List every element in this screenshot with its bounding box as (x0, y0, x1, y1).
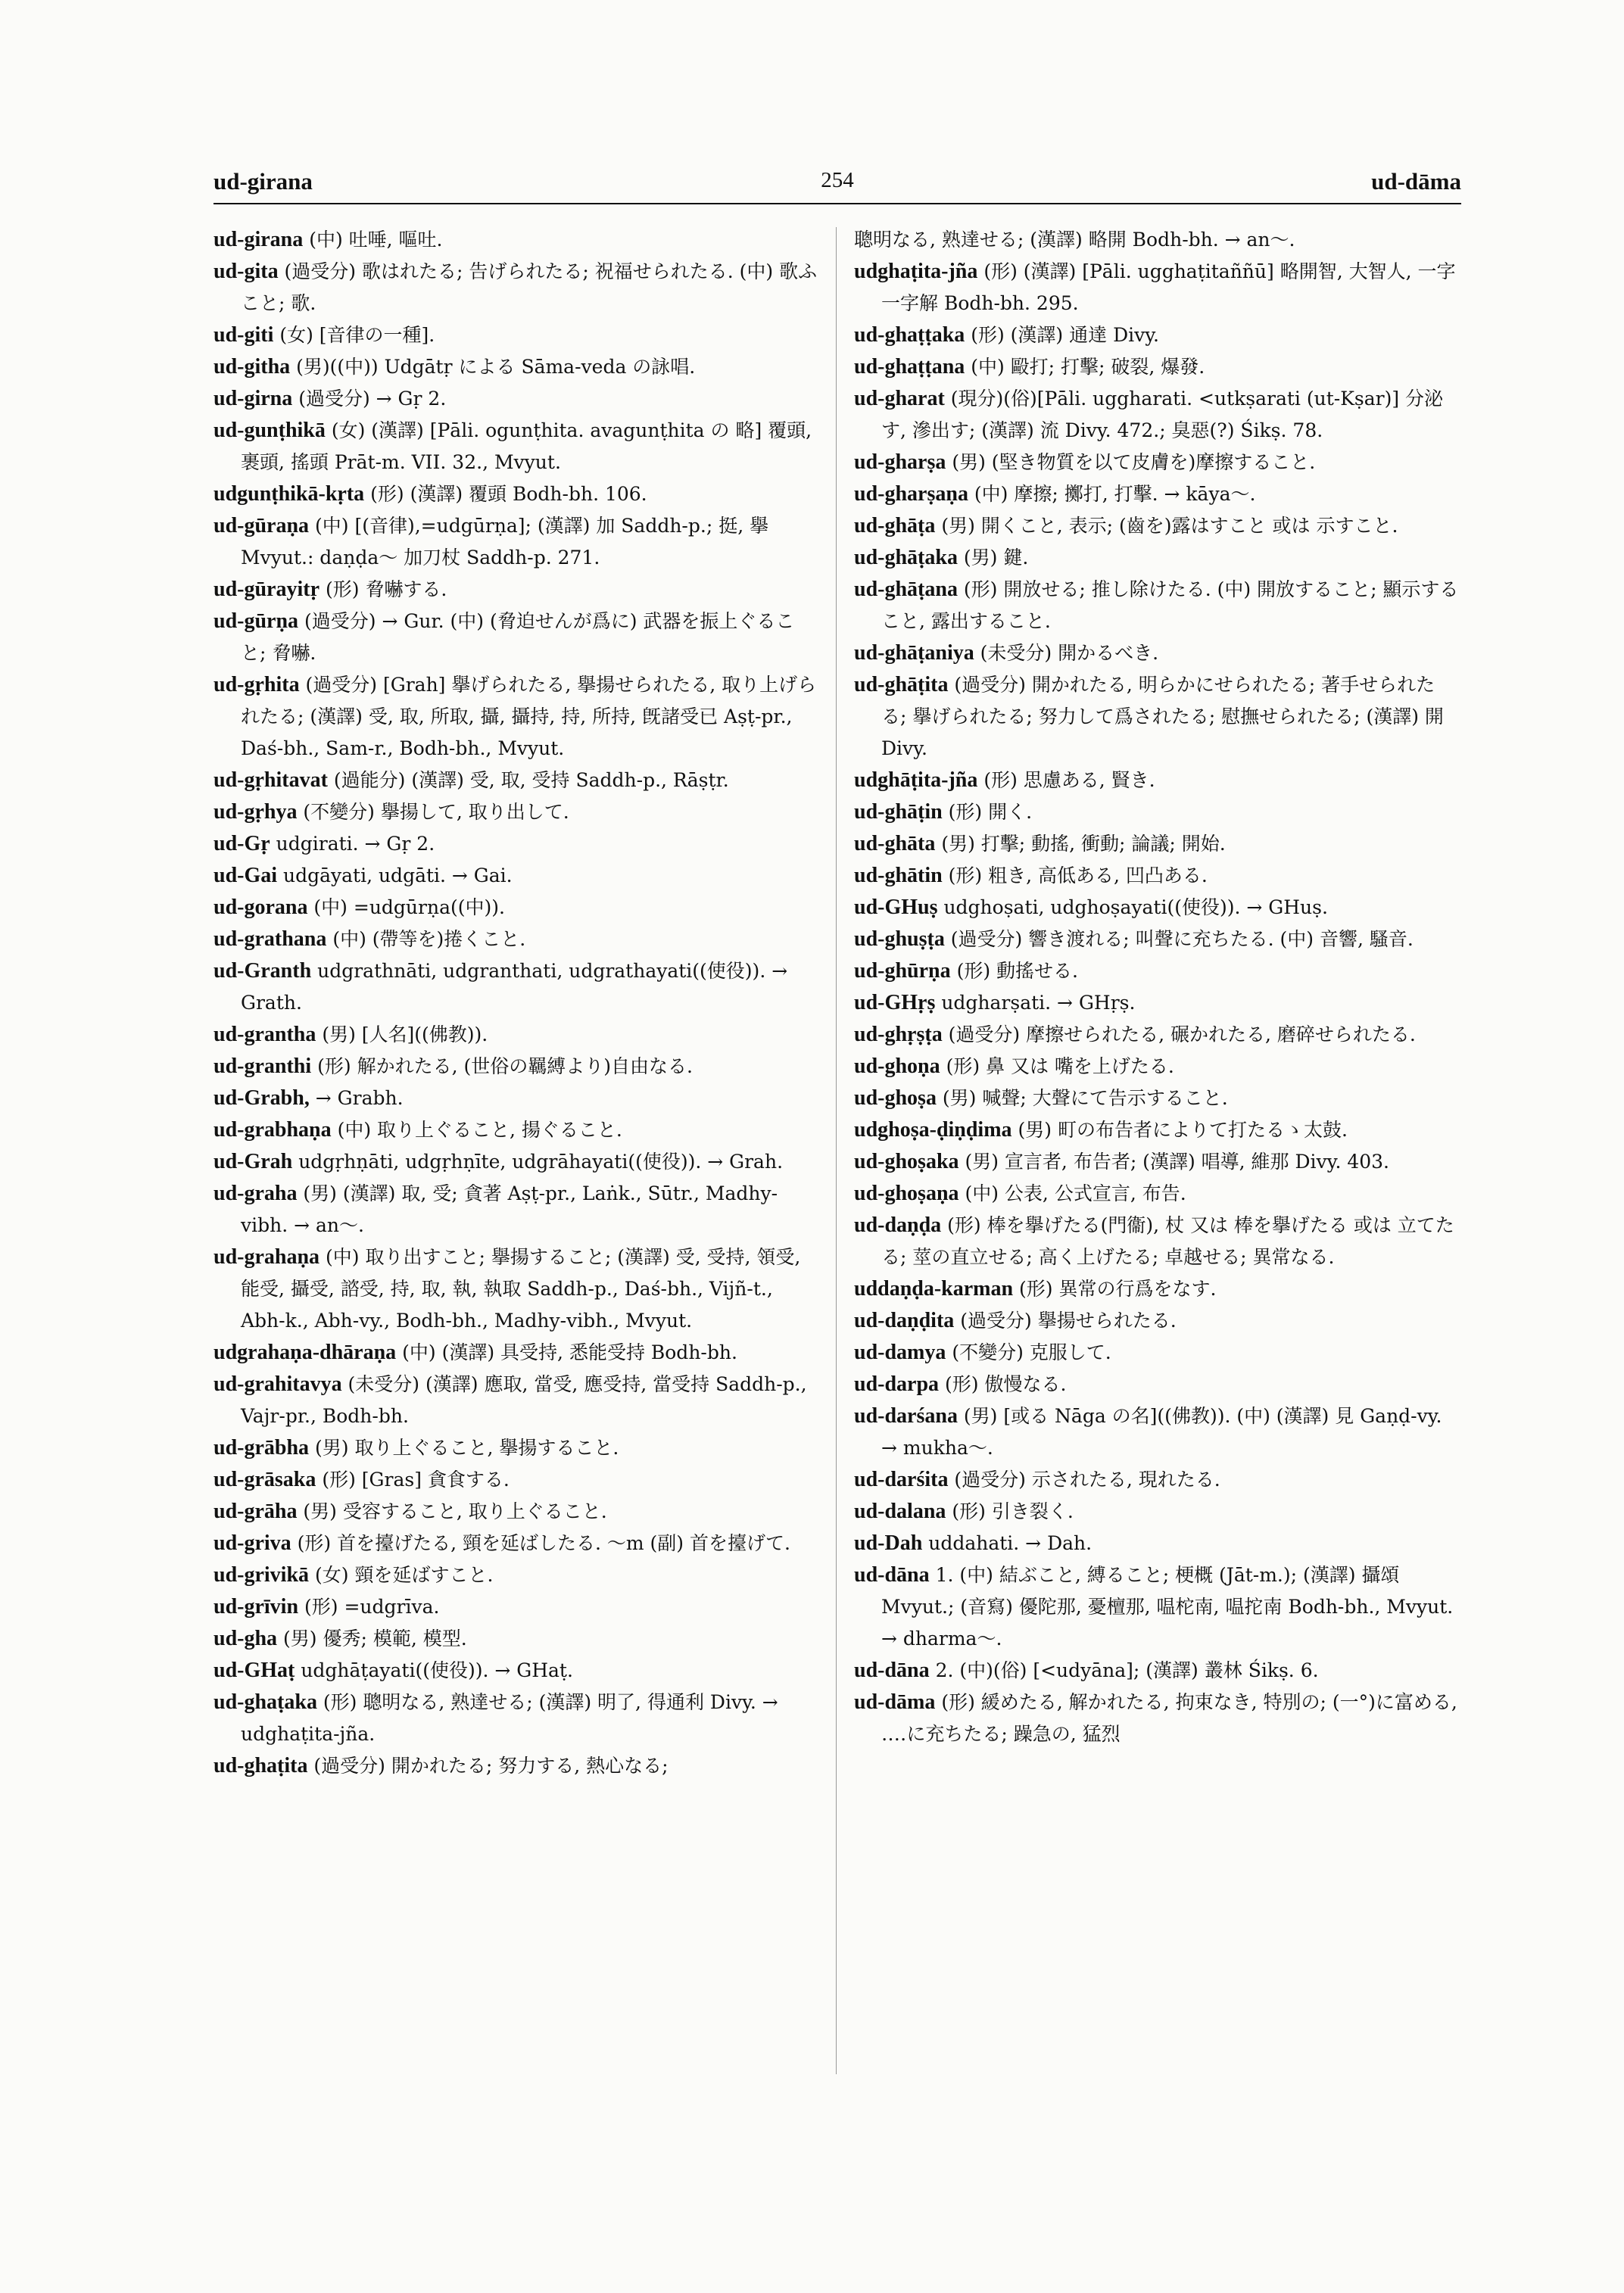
dictionary-entry (854, 637, 1460, 669)
entry-definition: udghāṭayati((使役)). → GHaṭ. (301, 1659, 573, 1681)
entry-definition: (形) 脅嚇する. (325, 578, 447, 600)
header-left-guideword: ud-girana (214, 168, 313, 195)
dictionary-entry (854, 1655, 1460, 1687)
dictionary-entry (854, 1051, 1460, 1083)
entry-definition: (形) 異常の行爲をなす. (1019, 1278, 1217, 1300)
entry-definition: (形) 聰明なる, 熟達せる; (漢譯) 明了, 得通利 Divy. → udghaṭita-jña. (241, 1691, 778, 1745)
entry-headword: ud-darśita (854, 1468, 949, 1491)
entry-definition: (過受分) 摩擦せられたる, 碾かれたる, 磨碎せられたる. (948, 1023, 1416, 1045)
entry-definition: (形) 鼻 又は 嘴を上げたる. (946, 1055, 1174, 1077)
entry-definition: (中) (漢譯) 具受持, 悉能受持 Bodh-bh. (402, 1341, 737, 1363)
entry-definition: uddahati. → Dah. (928, 1532, 1093, 1554)
dictionary-entry (854, 447, 1460, 478)
entry-definition: (未受分) (漢譯) 應取, 當受, 應受持, 當受持 Saddh-p., Vajr-pr., Bodh-bh. (241, 1373, 807, 1427)
entry-headword: ud-grahaṇa (214, 1245, 320, 1269)
dictionary-entry (854, 1464, 1460, 1496)
entry-headword: ud-gorana (214, 896, 308, 919)
entry-definition: (形) 思慮ある, 賢き. (983, 769, 1155, 791)
dictionary-entry (214, 1687, 819, 1750)
entry-definition: (男) (漢譯) 取, 受; 貪著 Aṣṭ-pr., Laṅk., Sūtr., Madhy-vibh. → an〜. (241, 1182, 778, 1236)
entry-definition: (形) (漢譯) 通達 Divy. (971, 324, 1159, 346)
entry-definition: (男) (堅き物質を以て皮膚を)摩擦すること. (952, 451, 1316, 473)
entry-headword: ud-griva (214, 1531, 291, 1555)
dictionary-entry (214, 1655, 819, 1687)
dictionary-entry (854, 765, 1460, 796)
dictionary-entry (214, 1623, 819, 1655)
dictionary-entry (854, 256, 1460, 319)
entry-headword: ud-gunṭhikā (214, 419, 326, 442)
entry-definition: udghoṣati, udghoṣayati((使役)). → GHuṣ. (943, 896, 1328, 918)
entry-headword: ud-girana (214, 228, 304, 251)
dictionary-entry (214, 1591, 819, 1623)
entry-headword: ud-gṛhitavat (214, 768, 328, 792)
dictionary-entry (214, 1369, 819, 1432)
dictionary-entry (854, 796, 1460, 828)
entry-headword: ud-ghāṭin (854, 800, 943, 824)
entry-definition: (過受分) 開かれたる, 明らかにせられたる; 著手せられたる; 擧げられたる; 努力して爲されたる; 慰撫せられたる; (漢譯) 開 Divy. (881, 674, 1444, 759)
dictionary-entry (854, 383, 1460, 447)
entry-headword: ud-ghātin (854, 864, 943, 887)
dictionary-entry (214, 1337, 819, 1369)
entry-headword: ud-ghaṭṭaka (854, 323, 965, 347)
entry-definition: (形) 首を擡げたる, 頸を延ばしたる. 〜m (副) 首を擡げて. (297, 1532, 790, 1554)
dictionary-entry (214, 860, 819, 892)
dictionary-entry (854, 669, 1460, 765)
entry-definition: (男) 鍵. (963, 547, 1029, 569)
entry-headword: ud-darśana (854, 1404, 958, 1428)
entry-headword: ud-ghāṭa (854, 514, 936, 537)
entry-headword: ud-ghaṭṭana (854, 355, 965, 379)
entry-definition: (形) (漢譯) 覆頭 Bodh-bh. 106. (370, 483, 647, 505)
entry-definition: 聰明なる, 熟達せる; (漢譯) 略開 Bodh-bh. → an〜. (854, 229, 1295, 251)
entry-definition: (不變分) 擧揚して, 取り出して. (303, 801, 569, 823)
entry-definition: (中) 摩擦; 擲打, 打擊. → kāya〜. (974, 483, 1256, 505)
page-header (214, 168, 1461, 206)
dictionary-entry (214, 1242, 819, 1337)
entry-definition: (中) 毆打; 打擊; 破裂, 爆發. (971, 356, 1205, 378)
entry-headword: ud-grantha (214, 1023, 316, 1046)
entry-definition: (形) 緩めたる, 解かれたる, 拘束なき, 特別の; (一°)に富める, ‥‥に充ちたる; 躁急の, 猛烈 (881, 1691, 1457, 1745)
entry-definition: (男) [人名]((佛教)). (322, 1023, 488, 1045)
entry-definition: 2. (中)(俗) [<udyāna]; (漢譯) 叢林 Śikṣ. 6. (935, 1659, 1319, 1681)
entry-definition: (男) 受容すること, 取り上ぐること. (303, 1500, 607, 1522)
entry-headword: ud-grīvin (214, 1595, 299, 1618)
entry-definition: (中) (帶等を)捲くこと. (332, 928, 526, 950)
entry-headword: ud-Gṛ (214, 832, 270, 855)
entry-definition: (過受分) 擧揚せられたる. (960, 1310, 1177, 1332)
entry-definition: (過受分) 示されたる, 現れたる. (954, 1469, 1220, 1491)
dictionary-entry (214, 319, 819, 351)
entry-headword: ud-ghuṣṭa (854, 927, 945, 951)
entry-definition: (男) 宣言者, 布告者; (漢譯) 唱導, 維那 Divy. 403. (965, 1151, 1390, 1173)
entry-headword: ud-girna (214, 387, 293, 410)
entry-headword: ud-grivikā (214, 1563, 310, 1587)
entry-headword: ud-gūrayitṛ (214, 578, 320, 601)
entry-headword: ud-gharṣaṇa (854, 482, 968, 506)
entry-definition: (形) (漢譯) [Pāli. ugghaṭitaññū] 略開智, 大智人, 一字一字解 Bodh-bh. 295. (881, 260, 1456, 314)
entry-definition: (形) 引き裂く. (952, 1500, 1074, 1522)
entry-headword: ud-gharṣa (854, 450, 946, 474)
entry-definition: (過受分) 歌はれたる; 告げられたる; 祝福せられたる. (中) 歌ふこと; 歌. (241, 260, 818, 314)
entry-definition: (中) =udgūrṇa((中)). (313, 896, 505, 918)
entry-definition: (男) 打擊; 動搖, 衝動; 論議; 開始. (941, 833, 1226, 855)
entry-definition: (形) 開く. (948, 801, 1033, 823)
entry-headword: ud-ghāṭana (854, 578, 958, 601)
entry-headword: ud-gharat (854, 387, 945, 410)
dictionary-entry (214, 1114, 819, 1146)
dictionary-entry (854, 351, 1460, 383)
dictionary-entry (854, 510, 1460, 542)
entry-definition: (過受分) 響き渡れる; 叫聲に充ちたる. (中) 音響, 騷音. (950, 928, 1414, 950)
entry-definition: (中) 吐唾, 嘔吐. (309, 229, 443, 251)
entry-definition: (過能分) (漢譯) 受, 取, 受持 Saddh-p., Rāṣṭr. (333, 769, 729, 791)
entry-headword: ud-ghāṭaka (854, 546, 958, 569)
dictionary-entry (854, 924, 1460, 955)
entry-definition: (形) 棒を擧げたる(門衞), 杖 又は 棒を擧げたる 或は 立てたる; 莖の直立せる; 高く上げたる; 卓越せる; 異常なる. (881, 1214, 1454, 1268)
entry-headword: ud-gūraṇa (214, 514, 310, 537)
entry-headword: ud-gita (214, 260, 279, 283)
entry-definition: (不變分) 克服して. (952, 1341, 1111, 1363)
entry-headword: ud-GHuṣ (854, 896, 938, 919)
dictionary-entry (214, 1528, 819, 1559)
entry-headword: ud-daṇḍa (854, 1213, 942, 1237)
entry-headword: udghoṣa-ḍiṇḍima (854, 1118, 1012, 1142)
dictionary-entry (854, 1019, 1460, 1051)
entry-headword: ud-ghoṣaṇa (854, 1182, 959, 1205)
dictionary-entry (214, 1750, 819, 1782)
header-rule (214, 203, 1461, 204)
entry-definition: (男)((中)) Udgātṛ による Sāma-veda の詠唱. (296, 356, 696, 378)
entry-definition: → Grabh. (315, 1087, 404, 1109)
dictionary-entry (214, 828, 819, 860)
dictionary-entry (214, 510, 819, 574)
dictionary-entry (854, 1083, 1460, 1114)
dictionary-entry (214, 256, 819, 319)
entry-headword: ud-Gai (214, 864, 278, 887)
entry-headword: ud-ghaṭaka (214, 1690, 317, 1714)
dictionary-entry (854, 955, 1460, 987)
entry-headword: ud-gūrṇa (214, 609, 299, 633)
entry-headword: ud-ghṛṣṭa (854, 1023, 943, 1046)
entry-definition: (男) 喊聲; 大聲にて告示すること. (942, 1087, 1228, 1109)
dictionary-entry (214, 1019, 819, 1051)
entry-headword: ud-Dah (854, 1531, 923, 1555)
entry-headword: ud-dāma (854, 1690, 936, 1714)
dictionary-entry (854, 319, 1460, 351)
dictionary-entry (854, 1178, 1460, 1210)
entry-headword: ud-Grabh, (214, 1086, 310, 1110)
dictionary-entry (854, 1400, 1460, 1464)
dictionary-entry (854, 1369, 1460, 1400)
dictionary-entry (854, 860, 1460, 892)
dictionary-entry (854, 1273, 1460, 1305)
entry-definition: udgrathnāti, udgranthati, udgrathayati((使役)). → Grath. (241, 960, 788, 1014)
dictionary-entry (214, 1146, 819, 1178)
entry-definition: (形) 解かれたる, (世俗の羈縛より)自由なる. (317, 1055, 693, 1077)
page-number: 254 (821, 168, 854, 192)
entry-headword: uddaṇḍa-karman (854, 1277, 1014, 1301)
dictionary-entry (214, 765, 819, 796)
dictionary-entry (214, 383, 819, 415)
dictionary-entry (214, 892, 819, 924)
entry-definition: (女) (漢譯) [Pāli. ogunṭhita. avagunṭhita の 略] 覆頭, 裹頭, 搖頭 Prāt-m. VII. 32., Mvyut. (241, 419, 812, 473)
dictionary-entry (214, 955, 819, 1019)
dictionary-entry (854, 1146, 1460, 1178)
entry-definition: udgṛhṇāti, udgṛhṇīte, udgrāhayati((使役)). → Grah. (298, 1151, 784, 1173)
dictionary-entry (854, 1114, 1460, 1146)
dictionary-entry (214, 1464, 819, 1496)
dictionary-entry (214, 1083, 819, 1114)
entry-headword: ud-GHṛṣ (854, 991, 936, 1014)
entry-headword: ud-ghoṣa (854, 1086, 937, 1110)
column-divider (836, 227, 837, 2074)
dictionary-entry (214, 606, 819, 669)
dictionary-entry (854, 1305, 1460, 1337)
entry-headword: ud-grathana (214, 927, 327, 951)
entry-definition: (男) 開くこと, 表示; (齒を)露はすこと 或は 示すこと. (941, 515, 1398, 537)
entry-definition: (男) 取り上ぐること, 擧揚すること. (315, 1437, 619, 1459)
entry-headword: ud-ghāta (854, 832, 936, 855)
header-right-guideword: ud-dāma (1371, 168, 1461, 195)
entry-definition: (女) 頸を延ばすこと. (314, 1564, 494, 1586)
entry-headword: ud-giti (214, 323, 274, 347)
entry-definition: (過受分) → Gur. (中) (脅迫せんが爲に) 武器を振上ぐること; 脅嚇. (241, 610, 795, 664)
entry-headword: ud-dāna (854, 1563, 930, 1587)
dictionary-entry (214, 1496, 819, 1528)
entry-definition: (過受分) [Grah] 擧げられたる, 擧揚せられたる, 取り上げられたる; (漢譯) 受, 取, 所取, 攝, 攝持, 持, 所持, 旣諸受已 Aṣṭ-pr., Daś-bh., Sam-r., Bodh-bh., Mvyut. (241, 674, 817, 759)
entry-headword: ud-githa (214, 355, 291, 379)
entry-definition: (形) =udgrīva. (304, 1596, 440, 1618)
dictionary-entry (854, 1496, 1460, 1528)
entry-headword: udghāṭita-jña (854, 768, 978, 792)
entry-definition: (中) [(音律),=udgūrṇa]; (漢譯) 加 Saddh-p.; 挺, 擧 Mvyut.: daṇḍa〜 加刀杖 Saddh-p. 271. (241, 515, 769, 569)
dictionary-entry (214, 1051, 819, 1083)
entry-definition: (形) 粗き, 高低ある, 凹凸ある. (948, 865, 1208, 886)
entry-definition: (男) 優秀; 模範, 模型. (283, 1628, 467, 1650)
entry-headword: ud-damya (854, 1341, 946, 1364)
entry-headword: ud-ghāṭita (854, 673, 949, 696)
dictionary-entry (854, 1528, 1460, 1559)
dictionary-entry (854, 1687, 1460, 1750)
entry-headword: ud-gṛhya (214, 800, 298, 824)
entry-definition: (形) 傲慢なる. (945, 1373, 1067, 1395)
dictionary-entry (214, 574, 819, 606)
dictionary-entry (214, 415, 819, 478)
entry-definition: udgirati. → Gṛ 2. (276, 833, 435, 855)
dictionary-entry (214, 224, 819, 256)
dictionary-entry (854, 478, 1460, 510)
entry-headword: udghaṭita-jña (854, 260, 978, 283)
dictionary-entry (854, 892, 1460, 924)
dictionary-entry (214, 478, 819, 510)
dictionary-entry (214, 1432, 819, 1464)
dictionary-entry (854, 1210, 1460, 1273)
entry-headword: udgunṭhikā-kṛta (214, 482, 365, 506)
entry-headword: ud-daṇḍita (854, 1309, 955, 1332)
entry-definition: (形) [Gras] 貪食する. (322, 1469, 510, 1491)
dictionary-entry (214, 351, 819, 383)
entry-definition: (男) 町の布告者によりて打たるゝ太鼓. (1018, 1119, 1348, 1141)
right-column (854, 224, 1460, 1750)
entry-headword: ud-grāsaka (214, 1468, 316, 1491)
entry-headword: ud-Granth (214, 959, 312, 983)
entry-headword: ud-dalana (854, 1500, 946, 1523)
dictionary-entry (854, 542, 1460, 574)
dictionary-entry (214, 796, 819, 828)
entry-definition: (中) 取り出すこと; 擧揚すること; (漢譯) 受, 受持, 領受, 能受, 攝受, 諮受, 持, 取, 執, 執取 Saddh-p., Daś-bh., Vijñ-t., Abh-k., Abh-vy., Bodh-bh., Madhy-vibh., Mvyut. (241, 1246, 801, 1332)
entry-headword: ud-gṛhita (214, 673, 300, 696)
entry-headword: ud-graha (214, 1182, 298, 1205)
entry-headword: ud-gha (214, 1627, 278, 1650)
entry-definition: (形) 動搖せる. (956, 960, 1078, 982)
entry-headword: ud-dāna (854, 1659, 930, 1682)
entry-definition: udgāyati, udgāti. → Gai. (282, 865, 513, 886)
entry-definition: (過受分) 開かれたる; 努力する, 熱心なる; (313, 1755, 669, 1777)
entry-headword: ud-grāha (214, 1500, 298, 1523)
entry-definition: (形) 開放せる; 推し除けたる. (中) 開放すること; 顯示すること, 露出すること. (881, 578, 1459, 632)
entry-definition: (男) [或る Nāga の名]((佛教)). (中) (漢譯) 見 Gaṇḍ-vy. → mukha〜. (881, 1405, 1442, 1459)
dictionary-entry (854, 987, 1460, 1019)
entry-headword: ud-grabhaṇa (214, 1118, 332, 1142)
entry-headword: ud-darpa (854, 1372, 940, 1396)
entry-headword: ud-ghaṭita (214, 1754, 308, 1777)
dictionary-entry (854, 1337, 1460, 1369)
dictionary-entry (854, 1559, 1460, 1655)
dictionary-entry (214, 1178, 819, 1242)
entry-definition: 1. (中) 結ぶこと, 縛ること; 梗概 (Jāt-m.); (漢譯) 攝頌 Mvyut.; (音寫) 優陀那, 憂檀那, 嗢柁南, 嗢拕南 Bodh-bh., Mvyut. → dharma〜. (881, 1564, 1454, 1650)
dictionary-entry (854, 828, 1460, 860)
entry-definition: (現分)(俗)[Pāli. uggharati. <utkṣarati (ut-Kṣar)] 分泌す, 滲出す; (漢譯) 流 Divy. 472.; 臭惡(?) Śikṣ. 78. (881, 388, 1444, 441)
dictionary-entry (214, 1559, 819, 1591)
left-column (214, 224, 819, 1782)
entry-headword: ud-granthi (214, 1055, 312, 1078)
entry-headword: ud-ghūrṇa (854, 959, 951, 983)
entry-definition: (未受分) 開かるべき. (980, 642, 1159, 664)
entry-headword: ud-grahitavya (214, 1372, 342, 1396)
dictionary-entry (854, 574, 1460, 637)
entry-definition: (中) 公表, 公式宣言, 布告. (965, 1182, 1186, 1204)
entry-definition: (中) 取り上ぐること, 揚ぐること. (337, 1119, 622, 1141)
entry-definition: (女) [音律の一種]. (279, 324, 435, 346)
dictionary-entry (854, 224, 1460, 256)
entry-headword: ud-ghoṣaka (854, 1150, 959, 1173)
dictionary-entry (214, 669, 819, 765)
entry-headword: ud-ghāṭaniya (854, 641, 974, 665)
dictionary-entry (214, 924, 819, 955)
entry-headword: ud-ghoṇa (854, 1055, 940, 1078)
entry-headword: ud-GHaṭ (214, 1659, 295, 1682)
entry-headword: ud-grābha (214, 1436, 310, 1460)
entry-definition: udgharṣati. → GHṛṣ. (941, 992, 1136, 1014)
entry-headword: ud-Grah (214, 1150, 293, 1173)
entry-definition: (過受分) → Gṛ 2. (298, 388, 447, 410)
entry-headword: udgrahaṇa-dhāraṇa (214, 1341, 397, 1364)
